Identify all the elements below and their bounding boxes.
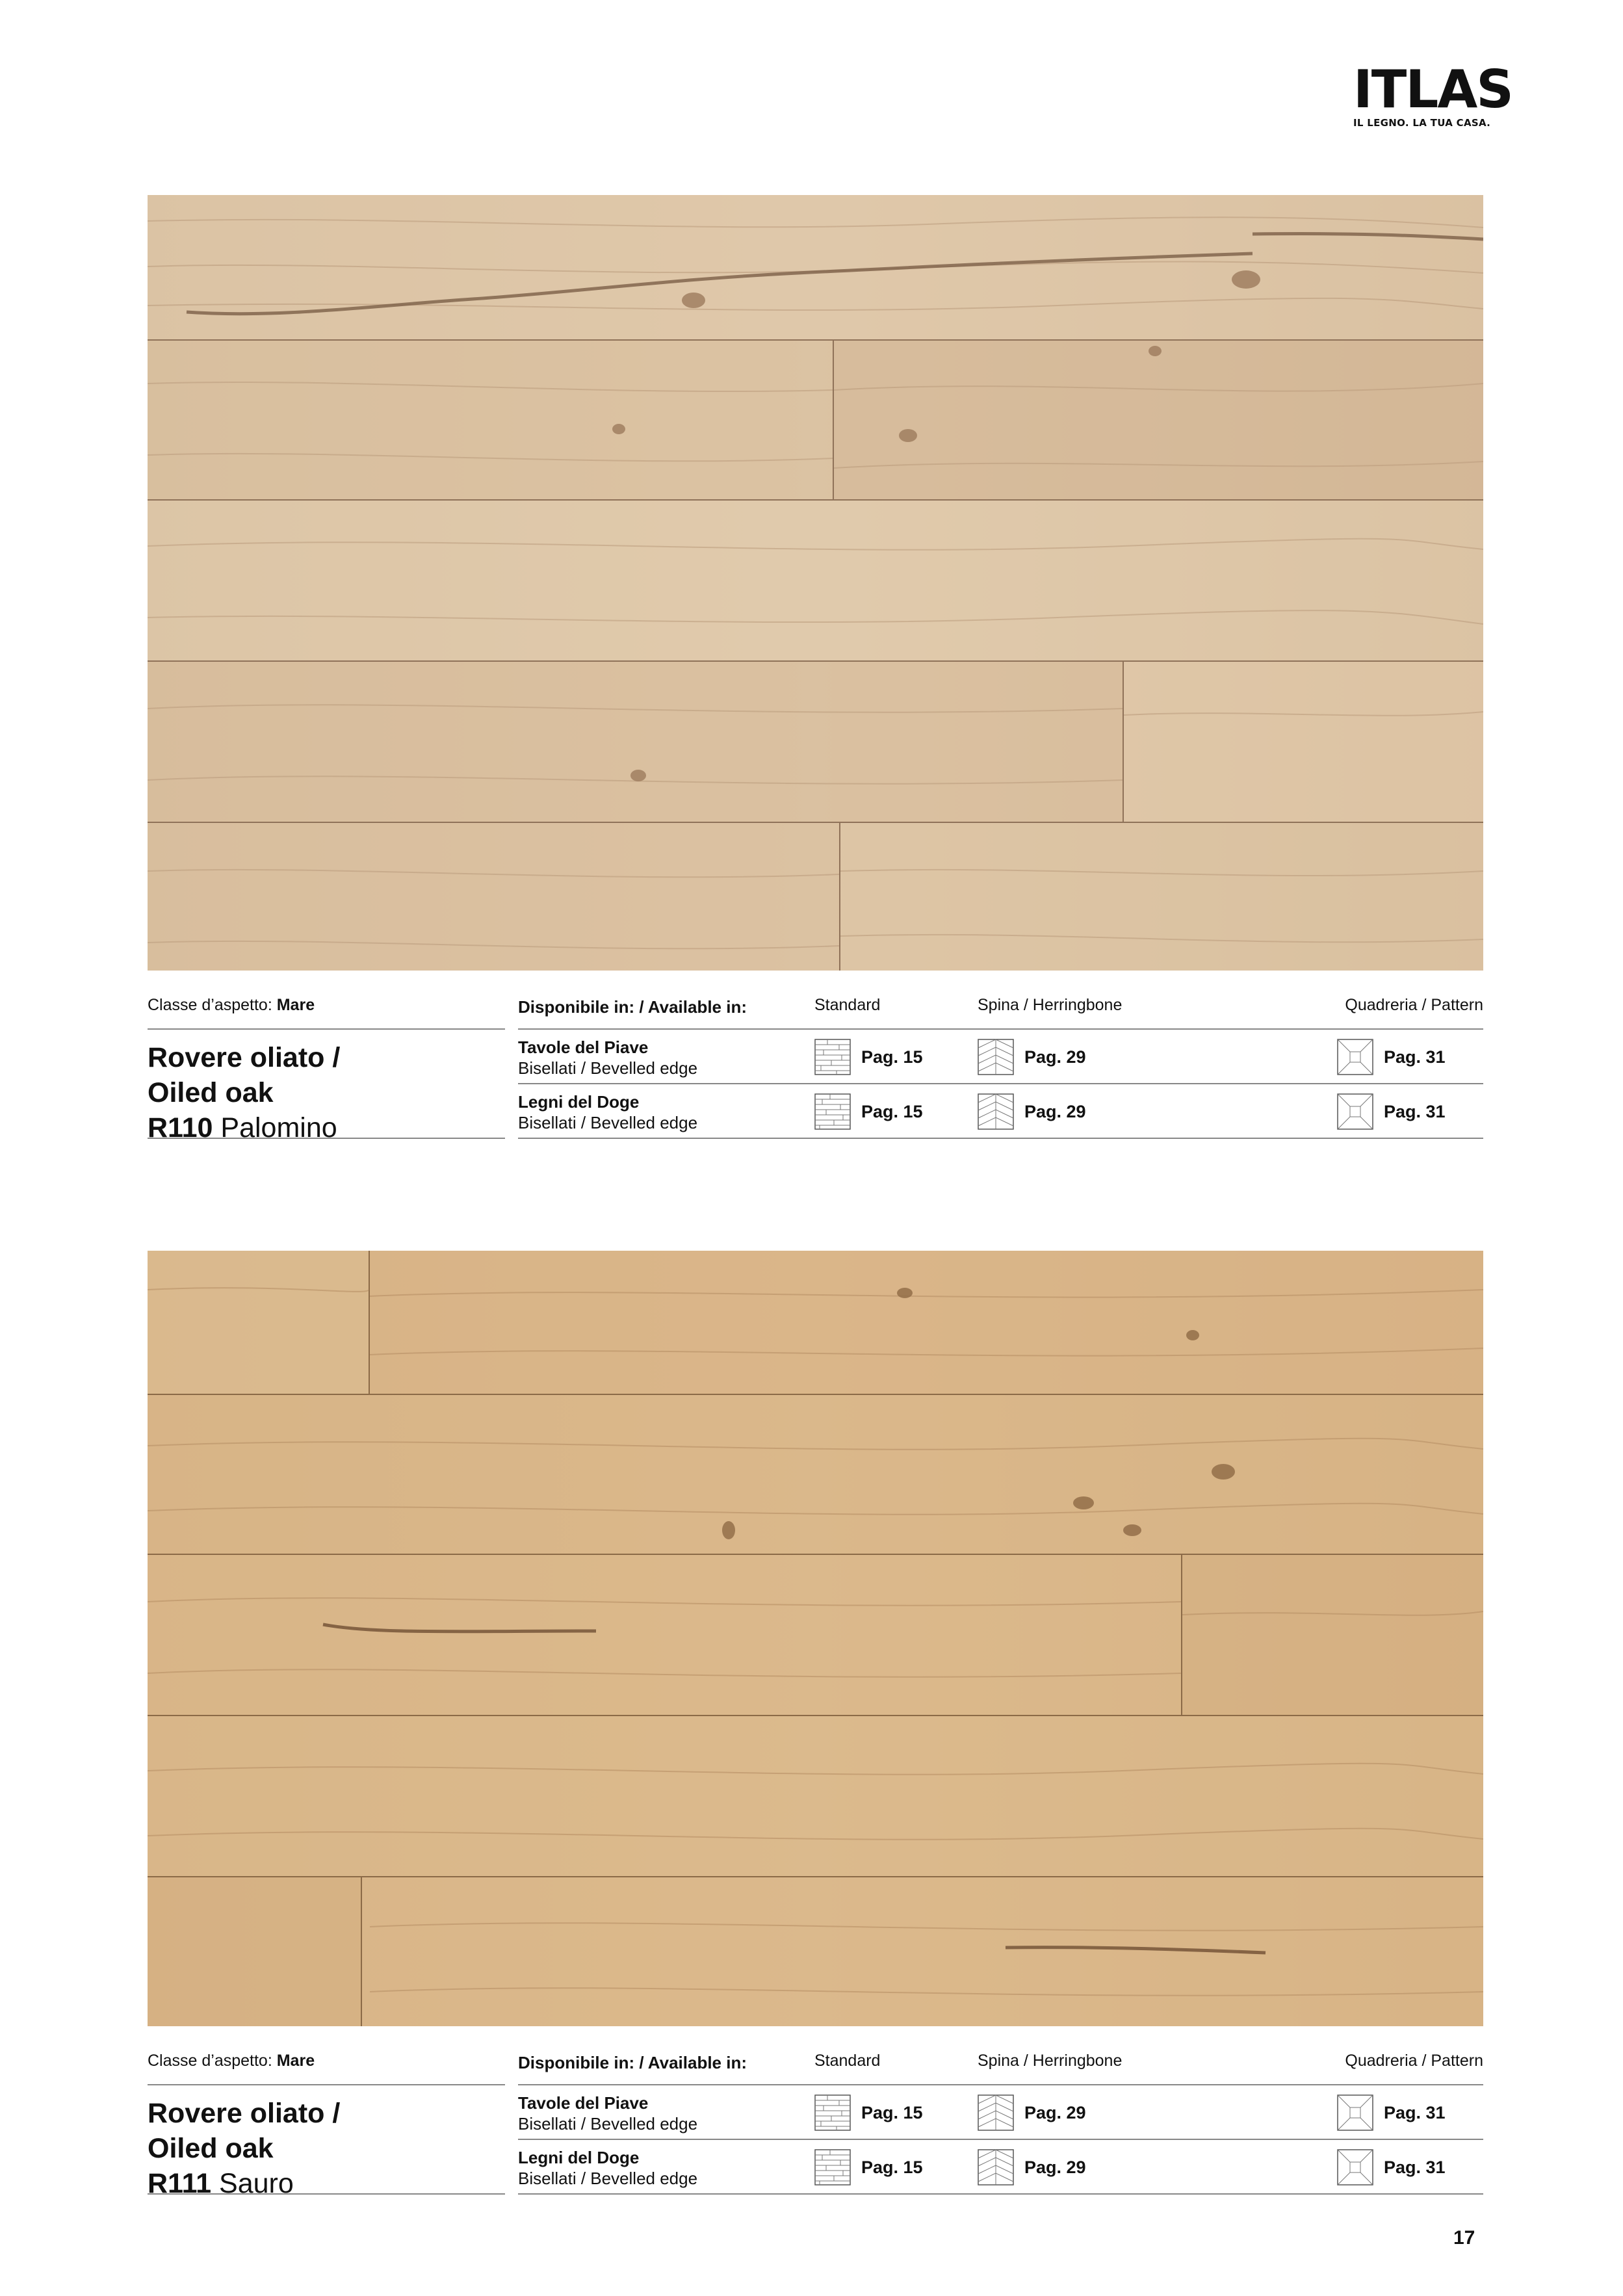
column-pattern: Quadreria / Pattern xyxy=(1345,996,1483,1014)
page-number: 17 xyxy=(1453,2227,1475,2249)
product-code-name xyxy=(148,2166,294,2201)
edge-type: Bisellati / Bevelled edge xyxy=(518,1113,698,1132)
product-name: Sauro xyxy=(219,2168,294,2199)
table-row xyxy=(518,2085,1483,2140)
pattern-page-ref: Pag. 31 xyxy=(1384,1047,1446,1067)
wood-sample-photo-r111 xyxy=(148,1251,1483,2026)
edge-type: Bisellati / Bevelled edge xyxy=(518,1058,698,1078)
available-label: Disponibile in: / Available in: xyxy=(518,997,747,1017)
standard-cell[interactable] xyxy=(814,2149,923,2185)
standard-plank-icon xyxy=(814,1093,851,1130)
product-code: R110 xyxy=(148,1112,213,1143)
appearance-class xyxy=(148,996,315,1015)
pattern-cell[interactable] xyxy=(1337,2094,1446,2131)
product-title-line1: Rovere oliato / xyxy=(148,2098,341,2129)
standard-cell[interactable] xyxy=(814,1039,923,1075)
table-row xyxy=(518,2140,1483,2195)
herringbone-cell[interactable] xyxy=(978,1039,1086,1075)
product-name: Palomino xyxy=(220,1112,337,1143)
pattern-icon xyxy=(1337,2094,1373,2131)
product-spec-r111 xyxy=(148,2044,1483,2199)
standard-page-ref: Pag. 15 xyxy=(861,1101,923,1121)
column-herringbone: Spina / Herringbone xyxy=(978,2052,1123,2070)
standard-cell[interactable] xyxy=(814,1093,923,1130)
product-title-line2: Oiled oak xyxy=(148,2133,274,2164)
range-name: Tavole del Piave xyxy=(518,2093,649,2113)
column-standard: Standard xyxy=(814,996,881,1014)
product-spec-r110 xyxy=(148,988,1483,1143)
pattern-cell[interactable] xyxy=(1337,1039,1446,1075)
wood-sample-photo-r110 xyxy=(148,195,1483,971)
brand-tagline: IL LEGNO. LA TUA CASA. xyxy=(1353,117,1491,129)
standard-page-ref: Pag. 15 xyxy=(861,2157,923,2177)
pattern-icon xyxy=(1337,1093,1373,1130)
pattern-page-ref: Pag. 31 xyxy=(1384,2102,1446,2122)
product-title-line2: Oiled oak xyxy=(148,1077,274,1108)
table-row xyxy=(518,1084,1483,1139)
herringbone-page-ref: Pag. 29 xyxy=(1024,2102,1086,2122)
herringbone-page-ref: Pag. 29 xyxy=(1024,1047,1086,1067)
availability-table xyxy=(518,1028,1483,1139)
product-code: R111 xyxy=(148,2168,212,2199)
edge-type: Bisellati / Bevelled edge xyxy=(518,2114,698,2133)
appearance-class-value: Mare xyxy=(276,2052,315,2070)
availability-table xyxy=(518,2084,1483,2195)
standard-plank-icon xyxy=(814,1039,851,1075)
herringbone-icon xyxy=(978,1093,1014,1130)
herringbone-icon xyxy=(978,1039,1014,1075)
product-title-line1: Rovere oliato / xyxy=(148,1042,341,1073)
pattern-page-ref: Pag. 31 xyxy=(1384,2157,1446,2177)
appearance-class-value: Mare xyxy=(276,996,315,1014)
pattern-icon xyxy=(1337,2149,1373,2185)
herringbone-cell[interactable] xyxy=(978,2094,1086,2131)
herringbone-cell[interactable] xyxy=(978,2149,1086,2185)
appearance-class-label: Classe d’aspetto: xyxy=(148,2052,272,2070)
standard-cell[interactable] xyxy=(814,2094,923,2131)
product-code-name xyxy=(148,1110,337,1145)
standard-page-ref: Pag. 15 xyxy=(861,2102,923,2122)
range-name: Legni del Doge xyxy=(518,2148,640,2167)
brand-name: ITLAS xyxy=(1353,59,1513,120)
herringbone-icon xyxy=(978,2149,1014,2185)
pattern-cell[interactable] xyxy=(1337,2149,1446,2185)
standard-plank-icon xyxy=(814,2094,851,2131)
pattern-icon xyxy=(1337,1039,1373,1075)
column-herringbone: Spina / Herringbone xyxy=(978,996,1123,1014)
product-title-block xyxy=(148,1028,505,1143)
edge-type: Bisellati / Bevelled edge xyxy=(518,2169,698,2188)
pattern-cell[interactable] xyxy=(1337,1093,1446,1130)
range-name: Tavole del Piave xyxy=(518,1037,649,1057)
herringbone-page-ref: Pag. 29 xyxy=(1024,1101,1086,1121)
appearance-class-label: Classe d’aspetto: xyxy=(148,996,272,1014)
range-name: Legni del Doge xyxy=(518,1092,640,1112)
column-pattern: Quadreria / Pattern xyxy=(1345,2052,1483,2070)
herringbone-icon xyxy=(978,2094,1014,2131)
brand-logo xyxy=(1353,59,1513,129)
column-standard: Standard xyxy=(814,2052,881,2070)
table-row xyxy=(518,1030,1483,1084)
pattern-page-ref: Pag. 31 xyxy=(1384,1101,1446,1121)
standard-page-ref: Pag. 15 xyxy=(861,1047,923,1067)
available-label: Disponibile in: / Available in: xyxy=(518,2053,747,2072)
standard-plank-icon xyxy=(814,2149,851,2185)
product-title-block xyxy=(148,2084,505,2199)
appearance-class xyxy=(148,2052,315,2070)
herringbone-cell[interactable] xyxy=(978,1093,1086,1130)
herringbone-page-ref: Pag. 29 xyxy=(1024,2157,1086,2177)
